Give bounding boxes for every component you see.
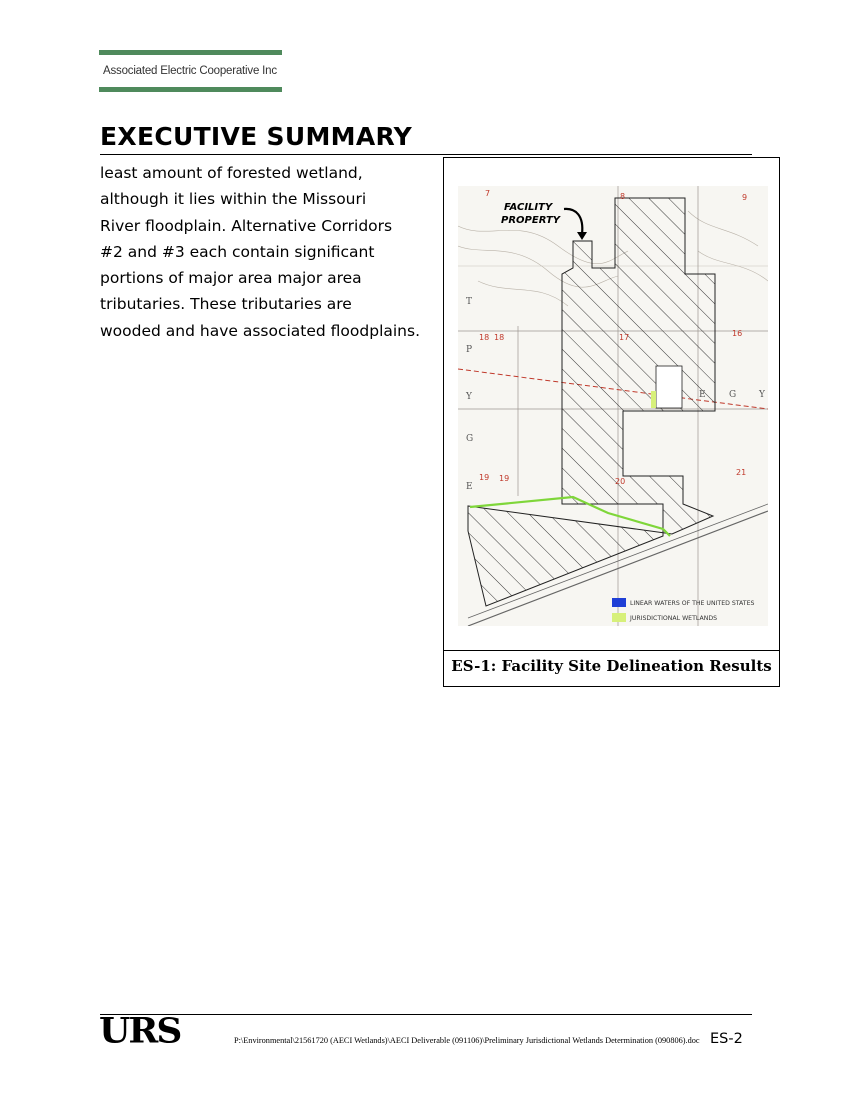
body-line: wooded and have associated floodplains.	[100, 321, 421, 340]
map-road-letter: G	[729, 390, 737, 400]
section-number: 16	[732, 329, 743, 338]
body-paragraph	[100, 160, 445, 344]
legend-swatch-wetlands	[612, 613, 626, 622]
section-number: 18	[479, 333, 490, 342]
footer-file-path: P:\Environmental\21561720 (AECI Wetlands)\AECI Deliverable (091106)\Preliminary Jurisdictional Wetlands Determination (090806).doc	[234, 1036, 700, 1045]
title-divider	[100, 154, 752, 155]
company-logo	[99, 50, 282, 92]
caption-divider	[444, 650, 779, 651]
callout-property: PROPERTY	[501, 215, 561, 226]
section-number: 9	[742, 193, 748, 202]
urs-logo: URS	[99, 1011, 181, 1051]
body-line: #2 and #3 each contain significant	[100, 242, 375, 261]
body-line: tributaries. These tributaries are	[100, 295, 352, 314]
wetland-patch	[651, 391, 656, 408]
excluded-parcel	[656, 366, 682, 408]
section-number: 18	[494, 333, 505, 342]
body-line: portions of major area major area	[100, 269, 362, 288]
section-number: 21	[736, 468, 747, 477]
map-road-letter: E	[699, 390, 706, 400]
map-side-letter: G	[466, 434, 474, 444]
figure-es-1	[443, 157, 780, 687]
legend-swatch-linear-waters	[612, 598, 626, 607]
page-number: ES-2	[710, 1031, 743, 1047]
body-line: least amount of forested wetland,	[100, 164, 363, 182]
figure-caption: ES-1: Facility Site Delineation Results	[451, 657, 772, 675]
section-number: 19	[479, 473, 490, 482]
map-side-letter: E	[466, 482, 473, 492]
section-title: EXECUTIVE SUMMARY	[100, 122, 413, 151]
footer-divider	[100, 1014, 752, 1015]
logo-bar-top	[99, 50, 282, 55]
callout-facility: FACILITY	[504, 202, 553, 213]
company-name: Associated Electric Cooperative Inc	[103, 65, 277, 77]
logo-bar-bottom	[99, 87, 282, 92]
legend-label-linear-waters: LINEAR WATERS OF THE UNITED STATES	[630, 600, 755, 607]
section-number: 8	[620, 192, 626, 201]
section-number: 20	[615, 477, 626, 486]
map-side-letter: P	[466, 345, 473, 355]
map-side-letter: Y	[466, 392, 472, 402]
section-number: 7	[485, 189, 491, 198]
map-side-letter: T	[466, 297, 473, 307]
body-line: River floodplain. Alternative Corridors	[100, 216, 393, 235]
section-number: 19	[499, 474, 510, 483]
legend-label-wetlands: JURISDICTIONAL WETLANDS	[630, 615, 718, 622]
site-delineation-map	[458, 186, 768, 626]
section-number: 17	[619, 333, 630, 342]
map-road-letter: Y	[759, 390, 765, 400]
body-line: although it lies within the Missouri	[100, 190, 367, 209]
